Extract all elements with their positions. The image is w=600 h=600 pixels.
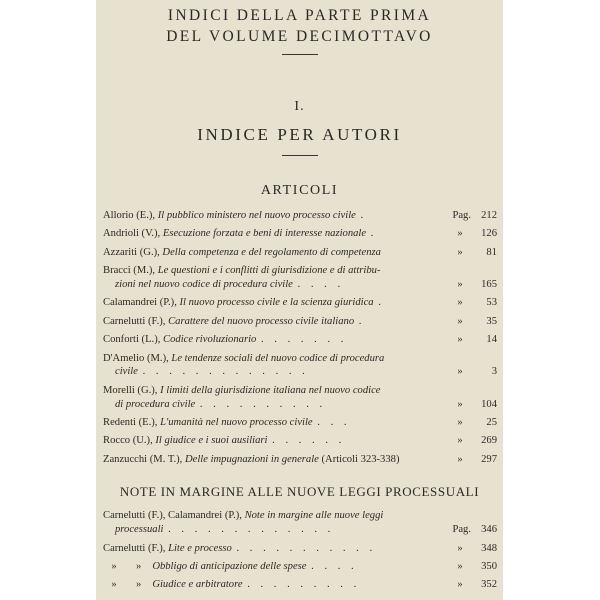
entry-title: L'umanità nel nuovo processo civile	[160, 416, 313, 428]
entry-leader: . . . .	[311, 561, 358, 573]
entry-leader: . . . . . . . . . .	[199, 398, 327, 410]
entry-page: 14	[486, 334, 497, 346]
entry-title: Note in margine alle nuove leggi	[244, 510, 384, 522]
list-item	[103, 227, 497, 241]
entry-title: Delle impugnazioni in generale	[184, 453, 319, 465]
entry-leader: .	[370, 228, 378, 240]
articles-list	[96, 209, 503, 466]
entry-page-prefix: »	[457, 334, 463, 346]
entry-page: 350	[481, 561, 497, 573]
entry-leader: .	[358, 315, 366, 327]
entry-author: Zanzucchi (M. T.),	[103, 453, 183, 465]
entry-title-continued: di procedura civile	[115, 398, 196, 410]
header-line-2: DEL VOLUME DECIMOTTAVO	[166, 28, 433, 45]
entry-page-prefix: »	[457, 246, 463, 258]
entry-page: 126	[481, 228, 497, 240]
entry-page: 104	[481, 398, 497, 410]
entry-author: Morelli (G.),	[103, 384, 158, 396]
entry-author: Carnelutti (F.), Calamandrei (P.),	[103, 510, 242, 522]
entry-page-prefix: »	[457, 435, 463, 447]
entry-title: Obbligo di anticipazione delle spese	[152, 561, 307, 573]
articles-heading: ARTICOLI	[260, 183, 339, 198]
entry-page-prefix: »	[457, 398, 463, 410]
entry-page-prefix: »	[457, 278, 463, 290]
notes-list	[96, 509, 503, 592]
entry-leader: . . . . . .	[272, 435, 346, 447]
entry-title: I limiti della giurisdizione italiana nel nuovo codice	[160, 384, 381, 396]
entry-page: 269	[481, 435, 497, 447]
entry-leader: . . .	[317, 416, 351, 428]
entry-page-prefix: Pag.	[452, 210, 471, 221]
entry-title: Della competenza e del regolamento di competenza	[162, 246, 381, 258]
entry-title: Le questioni e i conflitti di giurisdizione e di attribu-	[157, 265, 381, 277]
section-title: INDICE PER AUTORI	[197, 125, 402, 144]
entry-title: Il giudice e i suoi ausiliari	[155, 435, 268, 447]
entry-leader: . . . . . . . . . . .	[236, 542, 377, 554]
entry-leader: .	[360, 210, 368, 221]
section-number: I.	[294, 99, 305, 114]
entry-title: Il nuovo processo civile e la scienza giuridica	[179, 297, 374, 309]
entry-page-prefix: »	[457, 579, 463, 591]
entry-page: 25	[486, 416, 497, 428]
entry-leader: .	[378, 297, 385, 309]
header-line-1: INDICI DELLA PARTE PRIMA	[167, 7, 432, 24]
entry-page: 3	[491, 366, 497, 378]
entry-title-continued: processuali	[115, 524, 164, 536]
entry-leader: . . . .	[297, 278, 345, 290]
entry-author: Allorio (E.),	[103, 210, 156, 221]
ditto-mark: »	[136, 579, 142, 591]
entry-page-prefix: »	[457, 315, 463, 327]
entry-author: Andrioli (V.),	[103, 228, 161, 240]
entry-title: Il pubblico ministero nel nuovo processo civile	[157, 210, 356, 221]
list-item	[103, 509, 497, 537]
entry-author: Calamandrei (P.),	[103, 297, 177, 309]
entry-page-prefix: Pag.	[452, 524, 471, 536]
notes-heading: NOTE IN MARGINE ALLE NUOVE LEGGI PROCESSUALI	[119, 484, 480, 500]
entry-page-prefix: »	[457, 416, 463, 428]
entry-page: 53	[486, 297, 497, 309]
entry-author: Carnelutti (F.),	[103, 542, 166, 554]
entry-author: Bracci (M.),	[103, 265, 156, 277]
entry-title: Esecuzione forzata e beni di interesse nazionale	[162, 228, 367, 240]
list-item	[103, 333, 497, 347]
entry-page-prefix: »	[457, 297, 463, 309]
entry-title: Codice rivoluzionario	[163, 334, 257, 346]
entry-title: Carattere del nuovo processo civile italiano	[168, 315, 355, 327]
entry-page-prefix: »	[457, 453, 463, 465]
ditto-mark: »	[111, 579, 117, 591]
list-item	[103, 264, 497, 292]
entry-title-suffix: (Articoli 323-338)	[321, 453, 400, 465]
index-header	[96, 5, 503, 47]
list-item	[103, 560, 497, 574]
book-page	[96, 0, 503, 600]
header-rule	[282, 54, 318, 55]
entry-author: Azzariti (G.),	[103, 246, 160, 258]
list-item	[103, 352, 497, 380]
entry-page: 165	[481, 278, 497, 290]
entry-page: 212	[481, 210, 497, 221]
entry-leader: . . . . . . . . .	[247, 579, 361, 591]
list-item	[103, 296, 497, 310]
list-item	[103, 416, 497, 430]
entry-leader: . . . . . . . . . . . . .	[142, 366, 309, 378]
entry-title: Giudice e arbitratore	[152, 579, 243, 591]
entry-author: D'Amelio (M.),	[103, 352, 169, 364]
list-item	[103, 315, 497, 329]
list-item	[103, 453, 497, 467]
entry-author: Conforti (L.),	[103, 334, 161, 346]
entry-page: 297	[481, 453, 497, 465]
entry-page: 348	[481, 542, 497, 554]
entry-title-continued: zioni nel nuovo codice di procedura civile	[115, 278, 293, 290]
list-item	[103, 384, 497, 412]
entry-title: Lite e processo	[168, 542, 232, 554]
section-rule	[282, 155, 318, 156]
list-item	[103, 542, 497, 556]
ditto-mark: »	[111, 561, 117, 573]
entry-leader: . . . . . . . . . . . . .	[168, 524, 335, 536]
list-item	[103, 246, 497, 260]
entry-title-continued: civile	[115, 366, 138, 378]
entry-page-prefix: »	[457, 228, 463, 240]
ditto-mark: »	[136, 561, 142, 573]
entry-author: Redenti (E.),	[103, 416, 158, 428]
entry-leader: . . . . . . .	[260, 334, 348, 346]
list-item	[103, 578, 497, 592]
list-item	[103, 209, 497, 223]
entry-author: Rocco (U.),	[103, 435, 153, 447]
entry-page: 346	[481, 524, 497, 536]
entry-page-prefix: »	[457, 366, 463, 378]
entry-page: 81	[486, 246, 497, 258]
entry-page: 352	[481, 579, 497, 591]
entry-page: 35	[486, 315, 497, 327]
entry-author: Carnelutti (F.),	[103, 315, 166, 327]
entry-page-prefix: »	[457, 542, 463, 554]
entry-page-prefix: »	[457, 561, 463, 573]
list-item	[103, 434, 497, 448]
entry-title: Le tendenze sociali del nuovo codice di procedura	[171, 352, 385, 364]
